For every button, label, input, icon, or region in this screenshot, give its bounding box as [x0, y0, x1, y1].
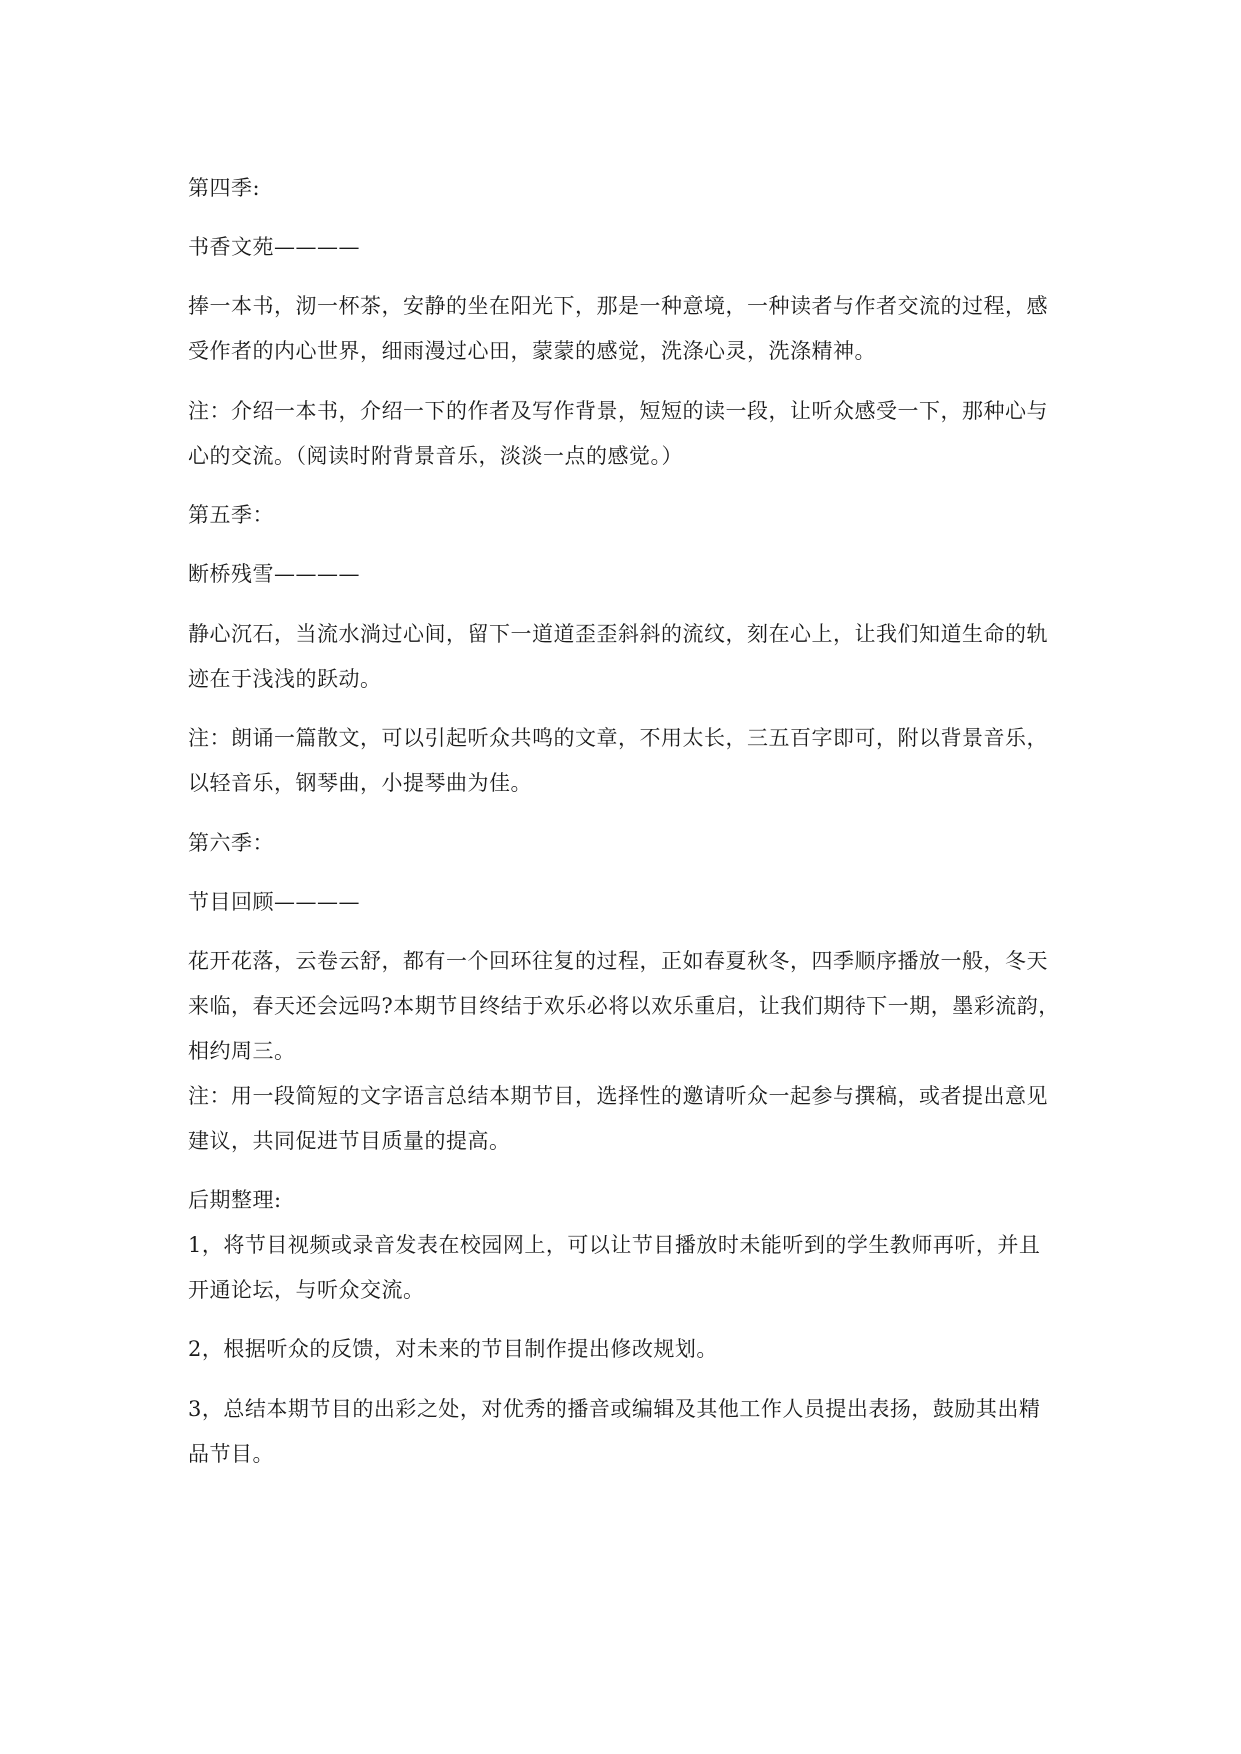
note-line: 建议，共同促进节目质量的提高。	[188, 1129, 511, 1153]
paragraph-line: 来临，春天还会远吗?本期节目终结于欢乐必将以欢乐重启，让我们期待下一期，墨彩流韵，	[188, 994, 1060, 1018]
paragraph-line: 静心沉石，当流水淌过心间，留下一道道歪歪斜斜的流纹，刻在心上，让我们知道生命的轨	[188, 622, 1048, 646]
section-heading-season-5: 第五季：	[188, 503, 274, 527]
section-title-shuxiang-wenyuan: 书香文苑————	[188, 235, 360, 259]
note-line: 注：朗诵一篇散文，可以引起听众共鸣的文章，不用太长，三五百字即可，附以背景音乐，	[188, 726, 1048, 750]
paragraph-line: 相约周三。	[188, 1039, 296, 1063]
list-item-line: 2，根据听众的反馈，对未来的节目制作提出修改规划。	[188, 1337, 718, 1361]
list-item-line: 品节目。	[188, 1442, 274, 1466]
section-heading-post-production: 后期整理:	[188, 1188, 282, 1212]
note-line: 注：用一段简短的文字语言总结本期节目，选择性的邀请听众一起参与撰稿，或者提出意见	[188, 1084, 1048, 1108]
paragraph-line: 受作者的内心世界，细雨漫过心田，蒙蒙的感觉，洗涤心灵，洗涤精神。	[188, 339, 876, 363]
note-line: 心的交流。（阅读时附背景音乐，淡淡一点的感觉。）	[188, 444, 683, 468]
section-heading-season-6: 第六季：	[188, 831, 274, 855]
paragraph-line: 花开花落，云卷云舒，都有一个回环往复的过程，正如春夏秋冬，四季顺序播放一般，冬天	[188, 949, 1048, 973]
section-title-duanqiao-canxue: 断桥残雪————	[188, 562, 360, 586]
list-item-line: 3，总结本期节目的出彩之处，对优秀的播音或编辑及其他工作人员提出表扬，鼓励其出精	[188, 1397, 1041, 1421]
paragraph-line: 迹在于浅浅的跃动。	[188, 667, 382, 691]
note-line: 注：介绍一本书，介绍一下的作者及写作背景，短短的读一段，让听众感受一下，那种心与	[188, 399, 1048, 423]
section-title-jiemu-huigu: 节目回顾————	[188, 890, 360, 914]
paragraph-line: 捧一本书，沏一杯茶，安静的坐在阳光下，那是一种意境，一种读者与作者交流的过程，感	[188, 294, 1048, 318]
list-item-line: 1，将节目视频或录音发表在校园网上，可以让节目播放时未能听到的学生教师再听，并且	[188, 1233, 1041, 1257]
list-item-line: 开通论坛，与听众交流。	[188, 1278, 425, 1302]
note-line: 以轻音乐，钢琴曲，小提琴曲为佳。	[188, 771, 532, 795]
section-heading-season-4: 第四季:	[188, 176, 261, 200]
